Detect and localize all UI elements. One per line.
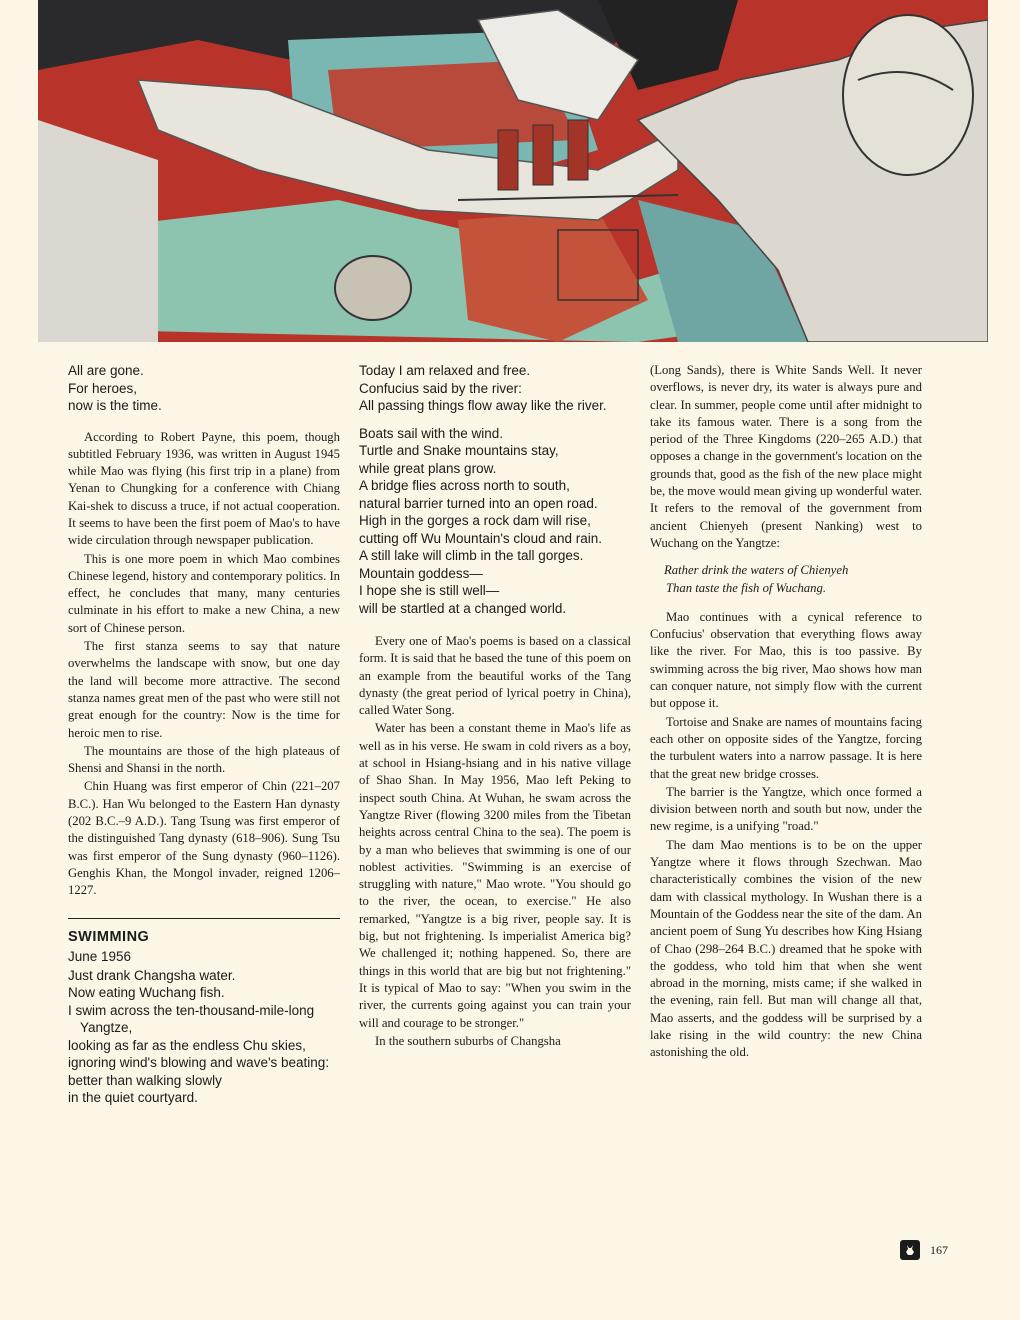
poem-line: Mountain goddess— <box>359 565 483 581</box>
poem-line: All are gone. <box>68 363 144 378</box>
quoted-verse <box>664 562 922 597</box>
illustration-art <box>38 0 988 342</box>
poem-line: Turtle and Snake mountains stay, <box>359 443 559 458</box>
poem-line: will be startled at a changed world. <box>359 600 567 616</box>
rabbit-logo-glyph <box>903 1243 917 1257</box>
paragraph: The barrier is the Yangtze, which once formed a division between north and south but now, under the new regime, is a unifying "road." <box>650 784 922 834</box>
commentary <box>650 362 922 552</box>
poem-ending <box>68 362 340 415</box>
poem-line: ignoring wind's blowing and wave's beating: <box>68 1055 330 1071</box>
column-2 <box>359 362 631 1050</box>
poem-line: I swim across the ten-thousand-mile-long Yangtze, <box>68 1002 315 1036</box>
poem-line: in the quiet courtyard. <box>68 1090 198 1106</box>
page-footer <box>900 1240 948 1260</box>
commentary <box>650 609 922 1062</box>
section-title: SWIMMING <box>68 928 150 945</box>
section-divider <box>68 918 340 919</box>
rabbit-logo-icon <box>900 1240 920 1260</box>
paragraph: (Long Sands), there is White Sands Well. It never overflows, is never dry, its water is always pure and clear. In summer, people come until after midnight to take its famous water. There is a song from the period of the Three Kingdoms (220–265 A.D.) that opposes a change in the government's location on the grounds that, good as the fish of the new place might be, the move would mean giving up wonderful water. It refers to the removal of the government from ancient Chienyeh (present Nanking) west to Wuchang on the Yangtze: <box>650 363 922 550</box>
swimming-poem-continued <box>359 362 631 415</box>
paragraph: In the southern suburbs of Changsha <box>375 1033 561 1048</box>
paragraph: Every one of Mao's poems is based on a classical form. It is said that he based the tune of this poem on an example from the beautiful works of the Tang dynasty (the great period of lyrical poetry in China), called Water Song. <box>359 634 631 718</box>
paragraph: Mao continues with a cynical reference to Confucius' observation that everything flows away like the river. For Mao, this is too passive. By swimming across the big river, Mao shows how man can conquer nature, not simply flow with the current but oppose it. <box>650 609 922 711</box>
swimming-poem-stanza-2 <box>359 425 631 618</box>
paragraph: The mountains are those of the high plateaus of Shensi and Shansi in the north. <box>68 743 340 776</box>
poem-line: now is the time. <box>68 398 162 413</box>
poem-line: I hope she is still well— <box>359 583 500 598</box>
poem-line: Boats sail with the wind. <box>359 425 504 441</box>
swimming-poem <box>68 967 340 1107</box>
poem-line: better than walking slowly <box>68 1072 222 1088</box>
poem-line: natural barrier turned into an open road. <box>359 495 598 511</box>
poem-line: For heroes, <box>68 380 138 396</box>
poem-line: while great plans grow. <box>359 460 497 476</box>
poem-line: Just drank Changsha water. <box>68 967 236 983</box>
commentary <box>68 429 340 900</box>
poem-line: Today I am relaxed and free. <box>359 363 531 378</box>
paragraph: Water has been a constant theme in Mao's life as well as in his verse. He swam in cold rivers as a boy, at school in Hsiang-hsiang and in his native village of Shao Shan. In May 1956, Mao left Peking to inspect south China. At Wuhan, he swam across the Yangtze River (flowing 3200 miles from the Tibetan heights across central China to the sea). The poem is by a man who believes that swimming is one of our noblest activities. "Swimming is an exercise of struggling with nature," Mao wrote. "You should go to the river, the ocean, to exercise." He also remarked, "Yangtze is a big river, people say. It is big, but not frightening. Is imperialist America big? We challenged it; nothing happened. So, there are things in this world that are big but not frightening." It is typical of Mao to say: "When you swim in the river, the currents going against you can train your will and courage to be stronger." <box>359 721 631 1030</box>
paragraph: According to Robert Payne, this poem, though subtitled February 1936, was written in August 1945 while Mao was flying (his first trip in a plane) from Yenan to Chungking for a conference with Chiang Kai-shek to discuss a truce, if not actual cooperation. It seems to have been the first poem of Mao's to have wide circulation through newspaper publication. <box>68 429 340 548</box>
quote-line: Than taste the fish of Wuchang. <box>666 580 826 595</box>
poem-line: Now eating Wuchang fish. <box>68 985 225 1001</box>
quote-line: Rather drink the waters of Chienyeh <box>664 563 849 578</box>
poem-line: looking as far as the endless Chu skies, <box>68 1037 306 1053</box>
commentary <box>359 633 631 1050</box>
paragraph: Chin Huang was first emperor of Chin (221–207 B.C.). Han Wu belonged to the Eastern Han dynasty (202 B.C.–9 A.D.). Tang Tsung was first emperor of the distinguished Tang dynasty (618–906). Sung Tsu was first emperor of the Sung dynasty (960–1126). Genghis Khan, the Mongol invader, reigned 1206–1227. <box>68 779 340 898</box>
poem-line: A still lake will climb in the tall gorges. <box>359 548 584 563</box>
poem-line: All passing things flow away like the river. <box>359 398 607 413</box>
paragraph: The first stanza seems to say that nature overwhelms the landscape with snow, but one day the land will become more attractive. The second stanza names great men of the past who were still not great enough for the country: Now is the time for heroic men to rise. <box>68 639 340 740</box>
paragraph: The dam Mao mentions is to be on the upper Yangtze where it flows through Szechwan. Mao characteristically combines the vision of the new dam with classical mythology. In Wushan there is a Mountain of the Goddess near the site of the dam. An ancient poem of Sung Yu describes how King Hsiang of Chao (298–264 B.C.) dreamed that he spoke with the goddess, who told him that when she went abroad in the morning, mists came; if she walked in the evening, rain fell. But man will change all that, Mao asserts, and the goddess will be surprised by a lake rising in the wild country: the new China astonishing the old. <box>650 837 922 1060</box>
paragraph: This is one more poem in which Mao combines Chinese legend, history and contemporary politics. In effect, he concludes that many, many centuries culminate in his effort to make a new China, a new sort of Chinese person. <box>68 551 341 635</box>
poem-line: A bridge flies across north to south, <box>359 478 570 493</box>
poem-line: High in the gorges a rock dam will rise, <box>359 513 591 528</box>
section-date: June 1956 <box>68 948 132 964</box>
page-number: 167 <box>930 1242 948 1257</box>
paragraph: Tortoise and Snake are names of mountains facing each other on opposite sides of the Yangtze, forcing the turbulent waters into a narrow passage. It is here that the great new bridge crosses. <box>650 714 922 781</box>
poem-line: Confucius said by the river: <box>359 380 522 396</box>
column-1 <box>68 362 340 1107</box>
column-3 <box>650 362 922 1062</box>
mao-illustration <box>38 0 988 342</box>
poem-line: cutting off Wu Mountain's cloud and rain. <box>359 530 602 546</box>
